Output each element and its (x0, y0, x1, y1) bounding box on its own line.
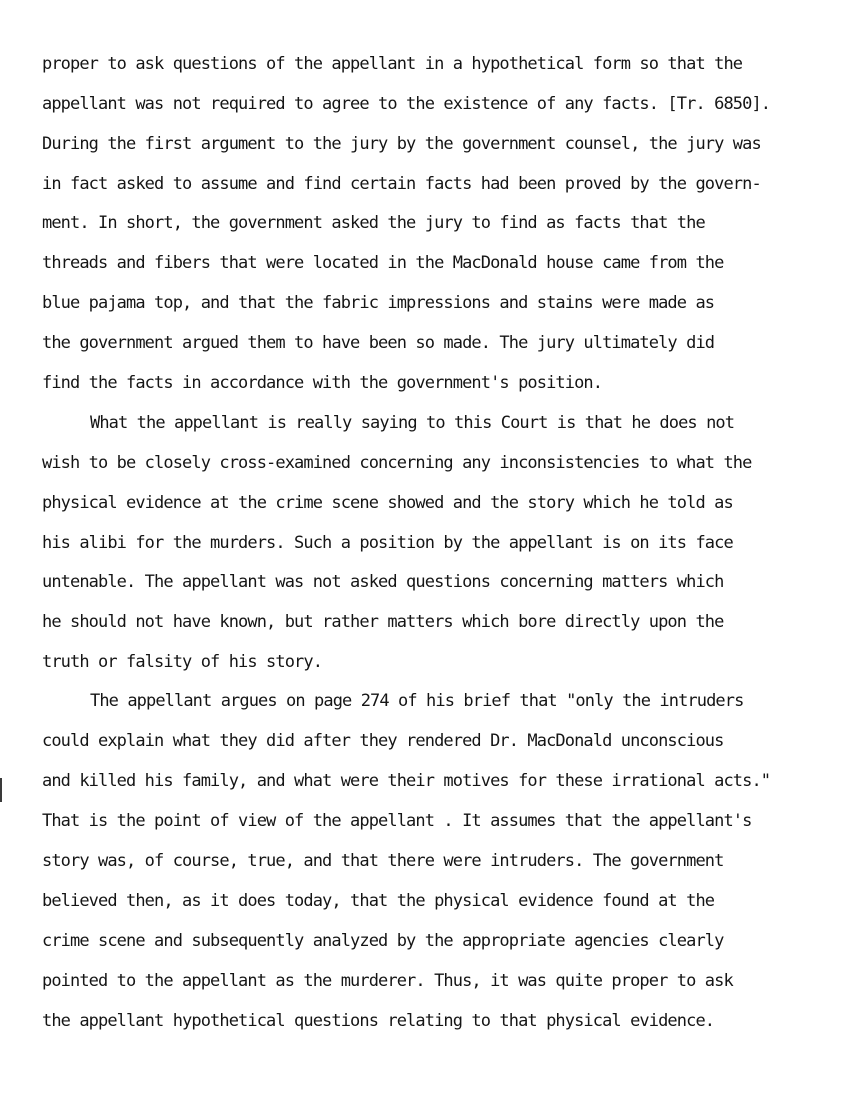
text-line: could explain what they did after they rendered Dr. MacDonald unconscious (42, 731, 724, 751)
text-line: truth or falsity of his story. (42, 652, 323, 672)
text-line: and killed his family, and what were their motives for these irrational acts." (42, 771, 771, 791)
text-line: he should not have known, but rather matters which bore directly upon the (42, 612, 724, 632)
text-line: find the facts in accordance with the government's position. (42, 373, 603, 393)
text-line: in fact asked to assume and find certain facts had been proved by the govern- (42, 174, 761, 194)
text-line: During the first argument to the jury by the government counsel, the jury was (42, 134, 761, 154)
text-line: his alibi for the murders. Such a position by the appellant is on its face (42, 533, 733, 553)
text-line: That is the point of view of the appellant . It assumes that the appellant's (42, 811, 752, 831)
text-line: proper to ask questions of the appellant in a hypothetical form so that the (42, 54, 743, 74)
text-line: ment. In short, the government asked the jury to find as facts that the (42, 213, 705, 233)
text-line: pointed to the appellant as the murderer. Thus, it was quite proper to ask (42, 971, 733, 991)
text-line: physical evidence at the crime scene showed and the story which he told as (42, 493, 733, 513)
text-line: threads and fibers that were located in the MacDonald house came from the (42, 253, 724, 273)
text-line: the government argued them to have been so made. The jury ultimately did (42, 333, 715, 353)
text-line: untenable. The appellant was not asked questions concerning matters which (42, 572, 724, 592)
margin-mark (0, 778, 2, 802)
paragraph-first-line: The appellant argues on page 274 of his brief that "only the intruders (90, 691, 744, 711)
text-line: believed then, as it does today, that the physical evidence found at the (42, 891, 715, 911)
text-line: blue pajama top, and that the fabric impressions and stains were made as (42, 293, 715, 313)
text-line: the appellant hypothetical questions relating to that physical evidence. (42, 1011, 715, 1031)
paragraph-first-line: What the appellant is really saying to this Court is that he does not (90, 413, 735, 433)
text-line: crime scene and subsequently analyzed by the appropriate agencies clearly (42, 931, 724, 951)
text-line: appellant was not required to agree to the existence of any facts. [Tr. 6850]. (42, 94, 771, 114)
text-line: wish to be closely cross-examined concerning any inconsistencies to what the (42, 453, 752, 473)
text-line: story was, of course, true, and that there were intruders. The government (42, 851, 724, 871)
